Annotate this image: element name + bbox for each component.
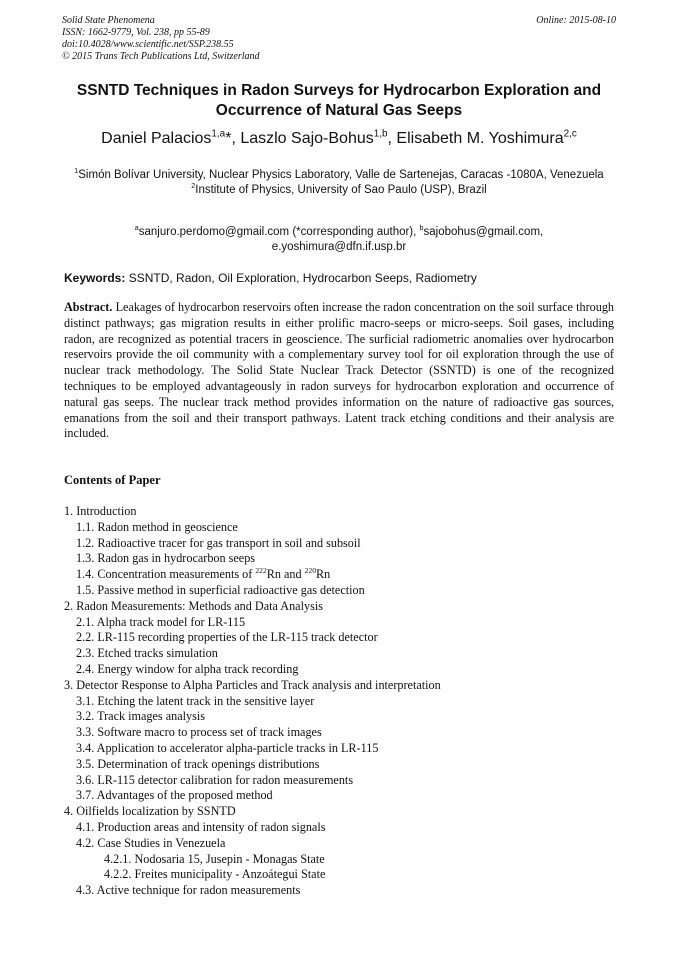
abstract-label: Abstract. bbox=[64, 300, 113, 314]
email-b[interactable]: sajobohus@gmail.com, bbox=[423, 226, 544, 238]
toc-item: 3.7. Advantages of the proposed method bbox=[76, 788, 273, 803]
toc-item: 2.2. LR-115 recording properties of the LR-115 track detector bbox=[76, 630, 378, 645]
paper-title: SSNTD Techniques in Radon Surveys for Hydrocarbon Exploration and Occurrence of Natural Gas Seeps bbox=[76, 82, 602, 119]
email-a[interactable]: sanjuro.perdomo@gmail.com (*corresponding author), bbox=[138, 226, 417, 238]
toc-item: 3.4. Application to accelerator alpha-particle tracks in LR-115 bbox=[76, 740, 379, 755]
keywords-label: Keywords: bbox=[64, 271, 126, 285]
affiliation-superscript: 1 bbox=[74, 167, 79, 176]
copyright-line: © 2015 Trans Tech Publications Ltd, Switzerland bbox=[62, 51, 260, 62]
toc-item: 1.2. Radioactive tracer for gas transport in soil and subsoil bbox=[76, 535, 361, 550]
author-superscript: 2,c bbox=[563, 128, 577, 140]
journal-name: Solid State Phenomena bbox=[62, 15, 155, 26]
affiliation: $^1$Simón Bolívar University, Nuclear Physics Laboratory, Valle de Sartenejas, Caracas -1080A, Venezuela bbox=[74, 167, 604, 181]
toc-item: 3.6. LR-115 detector calibration for radon measurements bbox=[76, 772, 354, 787]
author-name: Daniel Palacios bbox=[101, 130, 212, 147]
abstract bbox=[64, 300, 614, 442]
doi-line[interactable]: doi:10.4028/www.scientific.net/SSP.238.55 bbox=[62, 39, 234, 50]
toc-item: 3.2. Track images analysis bbox=[76, 709, 205, 724]
keywords-text: SSNTD, Radon, Oil Exploration, Hydrocarbon Seeps, Radiometry bbox=[128, 271, 477, 285]
affiliations bbox=[60, 168, 618, 198]
toc-item: 1.4. Concentration measurements of $^{222}$Rn and $^{220}$Rn bbox=[76, 566, 331, 582]
author-name: Laszlo Sajo-Bohus bbox=[240, 130, 374, 147]
toc-item: 4.2.1. Nodosaria 15, Jusepin - Monagas State bbox=[104, 851, 325, 866]
toc-item: 4.2.2. Freites municipality - Anzoátegui State bbox=[104, 867, 326, 882]
toc-item: 1.3. Radon gas in hydrocarbon seeps bbox=[76, 551, 256, 566]
toc-item: 2. Radon Measurements: Methods and Data Analysis bbox=[64, 598, 323, 613]
toc-item: 3. Detector Response to Alpha Particles and Track analysis and interpretation bbox=[64, 677, 441, 692]
toc-item: 3.3. Software macro to process set of track images bbox=[76, 725, 322, 740]
abstract-text: Leakages of hydrocarbon reservoirs often increase the radon concentration on the soil surface through distinct pathways; gas migration results in either prolific macro-seeps or micro-seeps. Soil gases, including radon, are recognized as potential tracers in geoscience. The surficial radiometric anomalies over hydrocarbon reservoirs provide the oil community with a complementary survey tool for oil exploration through the use of nuclear track methodology. The Solid State Nuclear Track Detector (SSNTD) is one of the recognized techniques to be employed advantageously in radon surveys for hydrocarbon exploration and occurrence of natural gas seeps. The nuclear track method provides information on the nature of radioactive gas sources, emanations from the soil and their transport pathways. Latent track etching conditions and their analysis are included. bbox=[64, 300, 615, 441]
author-list: Daniel Palacios$^{1,a}$*, Laszlo Sajo-Bohus$^{1,b}$, Elisabeth M. Yoshimura$^{2,c}$ bbox=[101, 128, 577, 147]
author-superscript: 1,b bbox=[373, 128, 388, 140]
toc-item: 2.1. Alpha track model for LR-115 bbox=[76, 614, 246, 629]
toc-item: 3.5. Determination of track openings distributions bbox=[76, 756, 320, 771]
toc-item: 1. Introduction bbox=[64, 504, 137, 518]
author-name: Elisabeth M. Yoshimura bbox=[396, 130, 564, 147]
keywords bbox=[64, 271, 624, 286]
table-of-contents bbox=[64, 504, 624, 899]
email-c[interactable]: e.yoshimura@dfn.if.usp.br bbox=[271, 241, 407, 253]
toc-item: 1.5. Passive method in superficial radioactive gas detection bbox=[76, 582, 365, 597]
toc-item: 2.3. Etched tracks simulation bbox=[76, 646, 218, 661]
toc-item: 4.3. Active technique for radon measurements bbox=[76, 883, 301, 898]
toc-item: 4. Oilfields localization by SSNTD bbox=[64, 804, 236, 819]
author-superscript: 1,a bbox=[211, 128, 226, 140]
affiliation: $^2$Institute of Physics, University of Sao Paulo (USP), Brazil bbox=[191, 182, 487, 196]
author-emails: $^a$sanjuro.perdomo@gmail.com (*corresponding author), $^b$sajobohus@gmail.com, e.yoshimura@dfn.if.usp.br bbox=[134, 224, 544, 253]
toc-item: 4.1. Production areas and intensity of radon signals bbox=[76, 819, 326, 834]
toc-item: 3.1. Etching the latent track in the sensitive layer bbox=[76, 693, 315, 708]
toc-item: 1.1. Radon method in geoscience bbox=[76, 519, 238, 534]
corresponding-mark: * bbox=[225, 130, 232, 147]
issn-line: ISSN: 1662-9779, Vol. 238, pp 55-89 bbox=[62, 27, 210, 38]
toc-item: 2.4. Energy window for alpha track recording bbox=[76, 661, 299, 676]
contents-heading: Contents of Paper bbox=[64, 473, 161, 487]
online-date: Online: 2015-08-10 bbox=[536, 15, 616, 26]
affiliation-superscript: 2 bbox=[191, 182, 196, 191]
toc-item: 4.2. Case Studies in Venezuela bbox=[76, 835, 226, 850]
publication-info bbox=[62, 15, 622, 63]
